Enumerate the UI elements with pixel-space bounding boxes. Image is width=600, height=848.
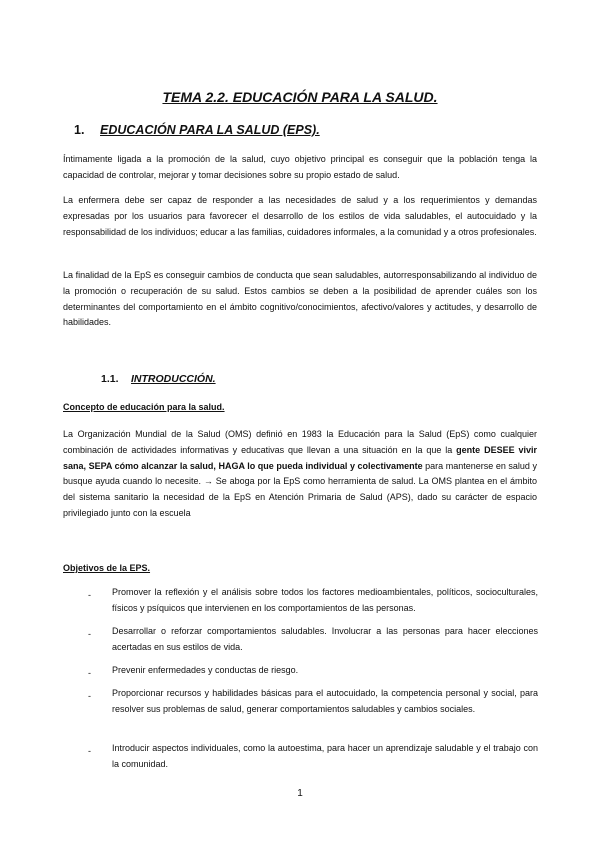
concept-text-bold: gente DESEE vivir sana, SEPA cómo alcanzar la salud, HAGA lo que pueda individual y colectivamente bbox=[63, 444, 537, 471]
section-1-1-number: 1.1. bbox=[101, 373, 119, 385]
section-1-1-title: INTRODUCCIÓN. bbox=[131, 373, 216, 385]
bullet-dash: - bbox=[88, 590, 91, 600]
page-number: 1 bbox=[297, 788, 303, 799]
section-1-number: 1. bbox=[74, 123, 85, 137]
document-title: TEMA 2.2. EDUCACIÓN PARA LA SALUD. bbox=[162, 89, 438, 105]
section-1-title: EDUCACIÓN PARA LA SALUD (EPS). bbox=[100, 123, 320, 137]
section-1-1-heading bbox=[101, 373, 216, 385]
objectives-heading: Objetivos de la EPS. bbox=[63, 563, 151, 573]
concept-heading: Concepto de educación para la salud. bbox=[63, 402, 225, 412]
objective-item: - Introducir aspectos individuales, como la autoestima, para hacer un aprendizaje saludable y el trabajo con la comunidad. bbox=[88, 743, 538, 769]
paragraph-3: La finalidad de la EpS es conseguir cambios de conducta que sean saludables, autorresponsabilizando al individuo de la promoción o recuperación de su salud. Estos cambios se deben a la posibilidad de aprender cuáles son los determinantes del comportamiento en el ámbito cognitivo/conocimientos, afectivo/valores y actitudes, y desarrollo de habilidades. bbox=[63, 270, 537, 328]
bullet-dash: - bbox=[88, 629, 91, 639]
concept-paragraph bbox=[63, 427, 537, 522]
paragraph-1: Íntimamente ligada a la promoción de la salud, cuyo objetivo principal es conseguir que la población tenga la capacidad de controlar, mejorar y tomar decisiones sobre su propio estado de salud. bbox=[63, 154, 537, 180]
concept-text-2: para mantenerse en salud y busque ayuda cuando lo necesite. → Se aboga por la EpS como herramienta de salud. La OMS plantea en el ámbito del sistema sanitario la necesidad de la EpS en Atención Primaria de Salud (APS), dado su carácter de espacio privilegiado junto con la escuela bbox=[63, 460, 537, 518]
concept-text-1: La Organización Mundial de la Salud (OMS) definió en 1983 la Educación para la Salud (EpS) como cualquier combinación de actividades informativas y educativas que llevan a una situación en la que la bbox=[63, 429, 537, 455]
objective-item: - Prevenir enfermedades y conductas de riesgo. bbox=[88, 663, 538, 679]
objective-item: - Desarrollar o reforzar comportamientos saludables. Involucrar a las personas para hacer elecciones acertadas en sus estilos de vida. bbox=[88, 626, 538, 652]
bullet-dash: - bbox=[88, 668, 91, 678]
bullet-dash: - bbox=[88, 746, 91, 756]
section-1-heading bbox=[74, 123, 320, 137]
paragraph-2: La enfermera debe ser capaz de responder a las necesidades de salud y a los requerimientos y demandas expresadas por los usuarios para favorecer el desarrollo de los estilos de vida saludables, el autocuidado y la responsabilidad de los individuos; educar a las familias, cuidadores informales, a la comunidad y a otros profesionales. bbox=[63, 195, 537, 237]
objective-item: - Proporcionar recursos y habilidades básicas para el autocuidado, la competencia personal y social, para resolver sus problemas de salud, generar comportamientos saludables y cambios sociales. bbox=[88, 688, 538, 714]
bullet-dash: - bbox=[88, 691, 91, 701]
objective-item: - Promover la reflexión y el análisis sobre todos los factores medioambientales, políticos, socioculturales, físicos y psíquicos que intervienen en los comportamientos de las personas. bbox=[88, 587, 538, 613]
